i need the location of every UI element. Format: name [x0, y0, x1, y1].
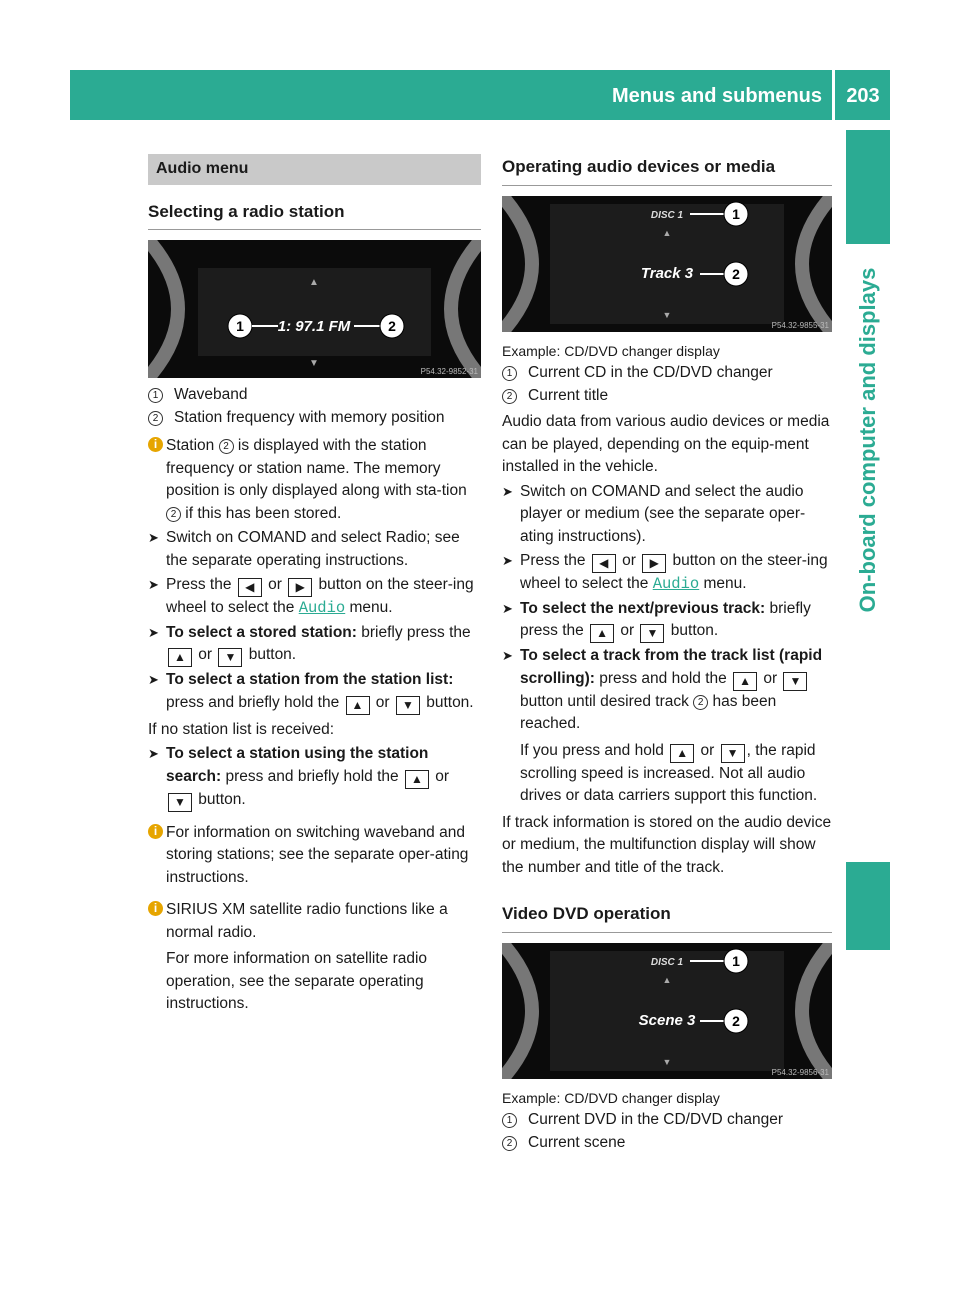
down-key-icon: ▼ [783, 672, 807, 691]
info-icon: i [148, 824, 163, 839]
step-arrow-icon: ➤ [502, 553, 513, 568]
left-arrow-key-icon: ◀ [592, 554, 616, 573]
step-arrow-icon: ➤ [148, 530, 159, 545]
info-icon: i [148, 437, 163, 452]
info-note: i For information on switching waveband and storing stations; see the separate oper-ating instructions. [148, 822, 481, 890]
step: ➤ Press the ◀ or ▶ button on the steer-ing wheel to select the Audio menu. [148, 576, 474, 617]
svg-text:1: 1 [236, 318, 244, 334]
step: ➤ Press the ◀ or ▶ button on the steer-ing wheel to select the Audio menu. [502, 552, 828, 593]
header-separator [832, 70, 835, 120]
step-arrow-icon: ➤ [148, 672, 159, 687]
svg-text:1: 1 [732, 205, 740, 222]
photo-code: P54.32-9855-31 [771, 320, 829, 330]
info-note: i Station 2 is displayed with the station frequency or station name. The memory position is only displayed along with sta-tion 2 if this has been stored. [148, 435, 481, 525]
down-key-icon: ▼ [396, 696, 420, 715]
page-title: Menus and submenus [611, 85, 822, 107]
page-number: 203 [846, 85, 880, 107]
paragraph: Audio data from various audio devices or media can be played, depending on the equip-ment installed in the vehicle. [502, 413, 830, 475]
step: ➤ To select the next/previous track: briefly press the ▲ or ▼ button. [502, 598, 832, 644]
side-tab [846, 130, 890, 244]
photo-code: P54.32-9852-31 [420, 367, 478, 376]
step-arrow-icon: ➤ [148, 624, 159, 640]
right-column [502, 150, 832, 1154]
section-title: Selecting a radio station [148, 195, 481, 231]
up-key-icon: ▲ [346, 696, 370, 715]
scene-label: Scene 3 [638, 1011, 696, 1029]
disc-label: DISC 1 [650, 956, 684, 968]
svg-text:1: 1 [732, 952, 740, 969]
down-key-icon: ▼ [168, 793, 192, 812]
up-key-icon: ▲ [590, 624, 614, 643]
up-key-icon: ▲ [405, 770, 429, 789]
svg-text:2: 2 [732, 265, 740, 282]
up-key-icon: ▲ [168, 648, 192, 667]
paragraph: If track information is stored on the audio device or medium, the multifunction display will show the number and title of the track. [502, 813, 832, 876]
legend-item: 2 Current title [502, 385, 832, 408]
right-arrow-key-icon: ▶ [288, 578, 312, 597]
down-key-icon: ▼ [218, 648, 242, 667]
step: ➤ Switch on COMAND and select Radio; see the separate operating instructions. [148, 529, 460, 569]
section-title: Video DVD operation [502, 897, 832, 933]
info-note: i SIRIUS XM satellite radio functions like a normal radio. For more information on satellite radio operation, see the separate operating instructions. [148, 899, 481, 1016]
up-key-icon: ▲ [733, 672, 757, 691]
step-arrow-icon: ➤ [148, 577, 159, 592]
section-title: Operating audio devices or media [502, 150, 832, 186]
dvd-display-photo [502, 943, 832, 1079]
step: ➤ Switch on COMAND and select the audio player or medium (see the separate oper-ating instructions). [502, 482, 806, 545]
step: ➤ To select a track from the track list (rapid scrolling): press and hold the ▲ or ▼ button until desired track 2 has been reached. If you press and hold ▲ or ▼ , the rapid scrolling speed is increased. Not all audio drives or data carriers support this function. [502, 647, 823, 804]
svg-text:▲: ▲ [662, 974, 672, 985]
svg-text:2: 2 [732, 1012, 740, 1029]
legend-item: 1 Current DVD in the CD/DVD changer [502, 1109, 832, 1132]
side-marker [846, 862, 890, 950]
info-icon: i [148, 901, 163, 916]
legend-item: 1 Current CD in the CD/DVD changer [502, 362, 832, 385]
svg-text:▼: ▼ [662, 309, 672, 320]
svg-text:2: 2 [388, 318, 396, 334]
step-arrow-icon: ➤ [502, 600, 513, 616]
svg-text:▼: ▼ [309, 358, 319, 369]
caption: Example: CD/DVD changer display [502, 342, 720, 359]
paragraph: If no station list is received: [148, 720, 335, 738]
svg-text:▲: ▲ [662, 227, 672, 238]
left-column [148, 150, 481, 1016]
down-key-icon: ▼ [721, 744, 745, 763]
step: ➤ To select a station using the station search: press and briefly hold the ▲ or ▼ button. [148, 743, 481, 812]
disc-label: DISC 1 [650, 209, 684, 221]
track-label: Track 3 [640, 264, 694, 282]
legend-item: 2 Current scene [502, 1132, 832, 1155]
step: ➤ To select a stored station: briefly press the ▲ or ▼ button. [148, 622, 481, 668]
cd-display-photo [502, 196, 832, 332]
svg-text:▲: ▲ [309, 277, 319, 288]
down-key-icon: ▼ [640, 624, 664, 643]
caption: Example: CD/DVD changer display [502, 1089, 720, 1106]
right-arrow-key-icon: ▶ [642, 554, 666, 573]
step-arrow-icon: ➤ [148, 746, 159, 761]
step-arrow-icon: ➤ [502, 648, 513, 663]
menu-heading: Audio menu [148, 154, 481, 185]
step: ➤ To select a station from the station list: press and briefly hold the ▲ or ▼ button. [148, 669, 481, 715]
photo-code: P54.32-9856-31 [771, 1067, 829, 1077]
legend-item: 1 Waveband [148, 384, 481, 407]
left-arrow-key-icon: ◀ [238, 578, 262, 597]
frequency-label: 1: 97.1 FM [277, 318, 351, 335]
radio-display-photo [148, 240, 481, 378]
up-key-icon: ▲ [670, 744, 694, 763]
side-tab-label: On-board computer and displays [855, 267, 880, 613]
step-arrow-icon: ➤ [502, 483, 513, 499]
legend-item: 2 Station frequency with memory position [148, 407, 481, 430]
svg-text:▼: ▼ [662, 1056, 672, 1067]
